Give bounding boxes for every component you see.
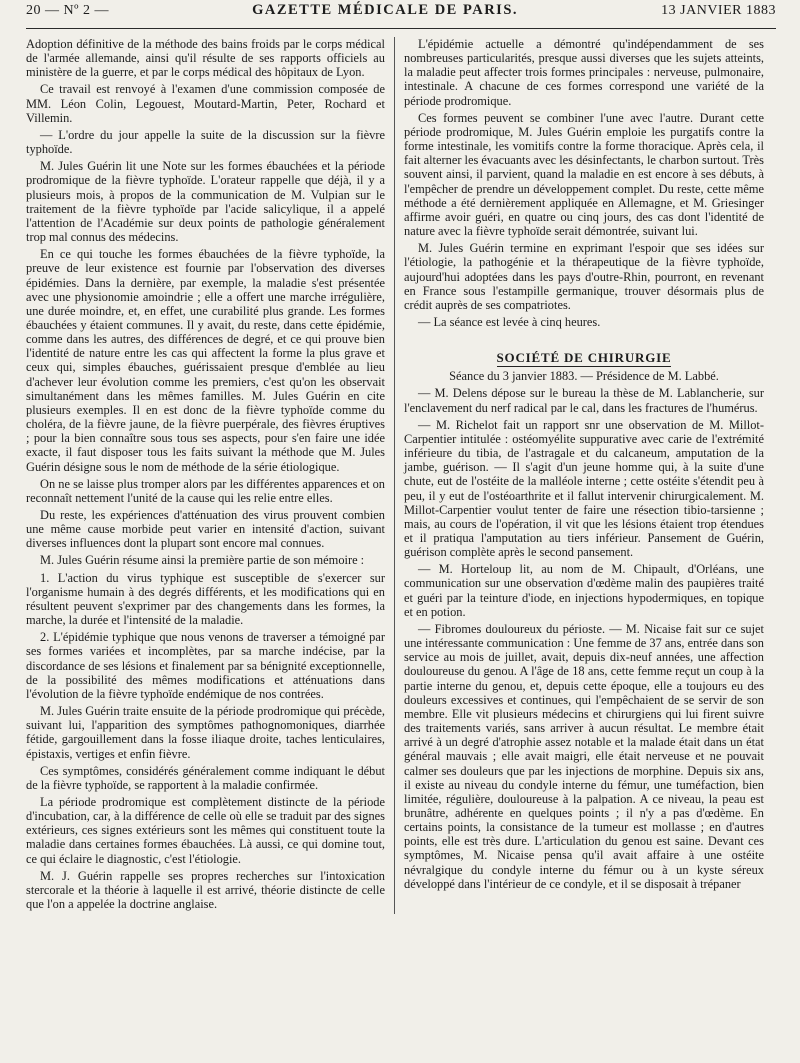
paragraph: La période prodromique est complètement distincte de la période d'incubation, car, à la différence de celle où elle se traduit par des signes extérieurs, ces signes extérieurs sont les mêmes qui constituent toute la maladie dans certaines formes ébauchées. Là aussi, ce qui domine tout, ce qui éclaire le diagnostic, c'est l'étiologie. [26,794,385,866]
paragraph: Du reste, les expériences d'atténuation des virus prouvent combien une même cause morbide peut varier en intensité d'action, suivant diverses influences dont la plupart sont encore mal connues. [26,508,385,551]
paragraph: M. Jules Guérin résume ainsi la première partie de son mémoire : [40,553,365,568]
session-line: Séance du 3 janvier 1883. — Présidence de M. Labbé. [449,369,719,384]
paragraph: M. J. Guérin rappelle ses propres recherches sur l'intoxication stercorale et la théorie à laquelle il est arrivé, théorie distincte de celle que l'on a appelée la doctrine anglaise. [26,868,385,912]
paragraph: M. Jules Guérin termine en exprimant l'espoir que ses idées sur l'étiologie, la pathogénie et la thérapeutique de la fièvre typhoïde, aujourd'hui adoptées dans les pays d'outre-Rhin, pourront, en revenant en France sous l'estampille germanique, trouver désormais plus de crédit auprès de ses compatriotes. [404,241,764,312]
text-columns [26,37,776,914]
paragraph: — L'ordre du jour appelle la suite de la discussion sur la fièvre typhoïde. [26,127,385,157]
paragraph: — Fibromes douloureux du périoste. — M. Nicaise fait sur ce sujet une intéressante communication : Une femme de 37 ans, entrée dans son service au mois de juillet, avait, depuis dix-neuf années, une affection douloureuse du genou. A l'âge de 18 ans, cette femme reçut un coup à la partie interne du genou, et, depuis cette époque, elle a toujours eu des douleurs excessives et continues, qui l'empêchaient de se servir de son membre. Elle vit plusieurs médecins et chirurgiens qui lui firent suivre des traitements variés, sans arriver à aucun résultat. Le membre était arrivé à un degré d'atrophie assez notable et la malade était dans un état général mauvais ; elle avait maigri, elle était nerveuse et ne pouvait calmer ses douleurs que par les injections de morphine. Depuis six ans, il existe au niveau du condyle interne du fémur, une tuméfaction, bien limitée, régulière, douloureuse à la palpation. A ce niveau, la peau est brunâtre, adhérente en quelques points ; il n'y a pas d'œdème. En certains points, la consistance de la tumeur est mollasse ; en d'autres points, elle est très dure. L'articulation du genou est saine. Devant ces symptômes, M. Nicaise pensa qu'il avait affaire à une ostéite névralgique du condyle interne du fémur ou à un kyste séreux développé dans l'intérieur de ce condyle, et il se disposait à trépaner [404,621,764,891]
paragraph: M. Jules Guérin lit une Note sur les formes ébauchées et la période prodromique de la fièvre typhoïde. L'orateur rappelle que déjà, il y a plusieurs mois, à propos de la communication de M. Vulpian sur le traitement de la fièvre typhoïde par l'acide salicylique, il a appelé l'attention de l'Académie sur deux points de pathologie généralement trop mal connus des médecins. [26,159,385,245]
page-header [26,0,776,29]
paragraph: — M. Delens dépose sur le bureau la thèse de M. Lablancherie, sur l'enclavement du nerf radical par le cal, dans les fractures de l'humérus. [404,386,764,415]
journal-title: GAZETTE MÉDICALE DE PARIS. [252,2,519,18]
paragraph: 1. L'action du virus typhique est susceptible de s'exercer sur l'organisme humain à des degrés différents, et les modifications qui en résultent peuvent s'exprimer par des changements dans les formes, la marche, la durée et l'intensité de la maladie. [26,570,385,628]
paragraph: L'épidémie actuelle a démontré qu'indépendamment de ses nombreuses particularités, presque aussi diverses que les sujets atteints, la maladie peut affecter trois formes principales : nerveuse, pulmonaire, intestinale. A chacune de ces formes correspond une variété de la période prodromique. [404,37,764,108]
paragraph: — M. Horteloup lit, au nom de M. Chipault, d'Orléans, une communication sur une observation d'œdème malin des paupières traité et guéri par la teinture d'iode, en injections hypodermiques, en topique et en potion. [404,562,764,619]
paragraph: Ces symptômes, considérés généralement comme indiquant le début de la fièvre typhoïde, se rapportent à la maladie confirmée. [26,763,385,792]
issue-date: 13 JANVIER 1883 [661,3,776,18]
paragraph: Ce travail est renvoyé à l'examen d'une commission composée de MM. Léon Colin, Legouest, Moutard-Martin, Peter, Rochard et Villemin. [26,82,385,125]
right-column [395,37,764,914]
paragraph: — M. Richelot fait un rapport snr une observation de M. Millot-Carpentier intitulée : ostéomyélite suppurative avec carie de l'extrémité inférieure du tibia, de l'astragale et du calcaneum, amputation de la jambe, guérison. — Il s'agit d'un jeune homme qui, à la suite d'une chute, eut de l'ostéite de la malléole interne ; cette ostéite s'étendit peu à peu, il y eut de l'ostéoarthrite et il fallut intervenir chirurgicalement. M. Millot-Carpentier voulut tenter de faire une résection tibio-tarsienne ; mais, au cours de l'opération, il vit que les lésions étaient trop étendues et il pratiqua l'amputation au tiers inférieur. Pansement de Guérin, guérison complète après le second pansement. [404,417,764,560]
paragraph: En ce qui touche les formes ébauchées de la fièvre typhoïde, la preuve de leur existence est fournie par l'observation des diverses épidémies. Dans la dernière, par exemple, la maladie s'est présentée avec une physionomie amoindrie ; elle a offert une marche irrégulière, une durée moindre, et, en effet, une curabilité plus grande. Les formes ébauchées y étaient communes. Il y avait, du reste, dans cette épidémie, comme dans les autres, des différences de degré, et ce qui prouve bien l'identité de nature entre les cas qui affectent la forme la plus grave et ceux qui, simples ébauches, guérissaient presque d'emblée au lieu d'achever leur évolution comme les premiers, c'est qu'on les observait simultanément dans les mêmes familles. M. Jules Guérin en cite plusieurs exemples. Il en est donc de la fièvre typhoïde comme du choléra, de la fièvre jaune, de la fièvre puerpérale, des fièvres éruptives ; pour la bien connaître sous tous ses aspects, pour s'en faire une idée exacte, il faut disposer tous les faits suivant la méthode que M. Jules Guérin désigne sous le nom de méthode de la série étiologique. [26,247,385,474]
left-column [26,37,395,914]
paragraph: 2. L'épidémie typhique que nous venons de traverser a témoigné par ses formes variées et incomplètes, par sa marche indécise, par la discordance de ses lésions et finalement par sa bénignité exceptionnelle, de la possibilité des mêmes modifications et atténuations dans l'évolution de la fièvre typhoïde endémique de nos contrées. [26,630,385,701]
page-number: 20 — Nº 2 — [26,3,109,18]
paragraph: Ces formes peuvent se combiner l'une avec l'autre. Durant cette période prodromique, M. Jules Guérin emploie les purgatifs contre la forme intestinale, les vomitifs contre la forme thoracique. Après cela, il fait alterner les évacuants avec les désinfectants, le charbon surtout. Très souvent ainsi, il parvient, quand la maladie en est encore à ses débuts, à l'empêcher de prendre un développement complet. Du reste, cette même méthode a été dernièrement appliquée en Allemagne, et M. Griesinger affirme avoir guéri, en quatre ou cinq jours, des cas dont l'identité de nature avec la fièvre typhoïde serait démontrée, suivant lui. [404,110,764,239]
paragraph: M. Jules Guérin traite ensuite de la période prodromique qui précède, suivant lui, l'apparition des symptômes pathognomoniques, diarrhée fétide, gargouillement dans la fosse iliaque droite, taches lenticulaires, épistaxis, vertiges et enfin fièvre. [26,704,385,761]
paragraph: — La séance est levée à cinq heures. [418,314,601,329]
paragraph: Adoption définitive de la méthode des bains froids par le corps médical de l'armée allemande, ainsi qu'il résulte de ses rapports officiels au ministère de la guerre, et par le corps médical des hôpitaux de Lyon. [26,37,385,80]
section-heading: SOCIÉTÉ DE CHIRURGIE [496,350,672,366]
paragraph: On ne se laisse plus tromper alors par les différentes apparences et on reconnaît nettement l'unité de la cause qui les relie entre elles. [26,476,385,505]
